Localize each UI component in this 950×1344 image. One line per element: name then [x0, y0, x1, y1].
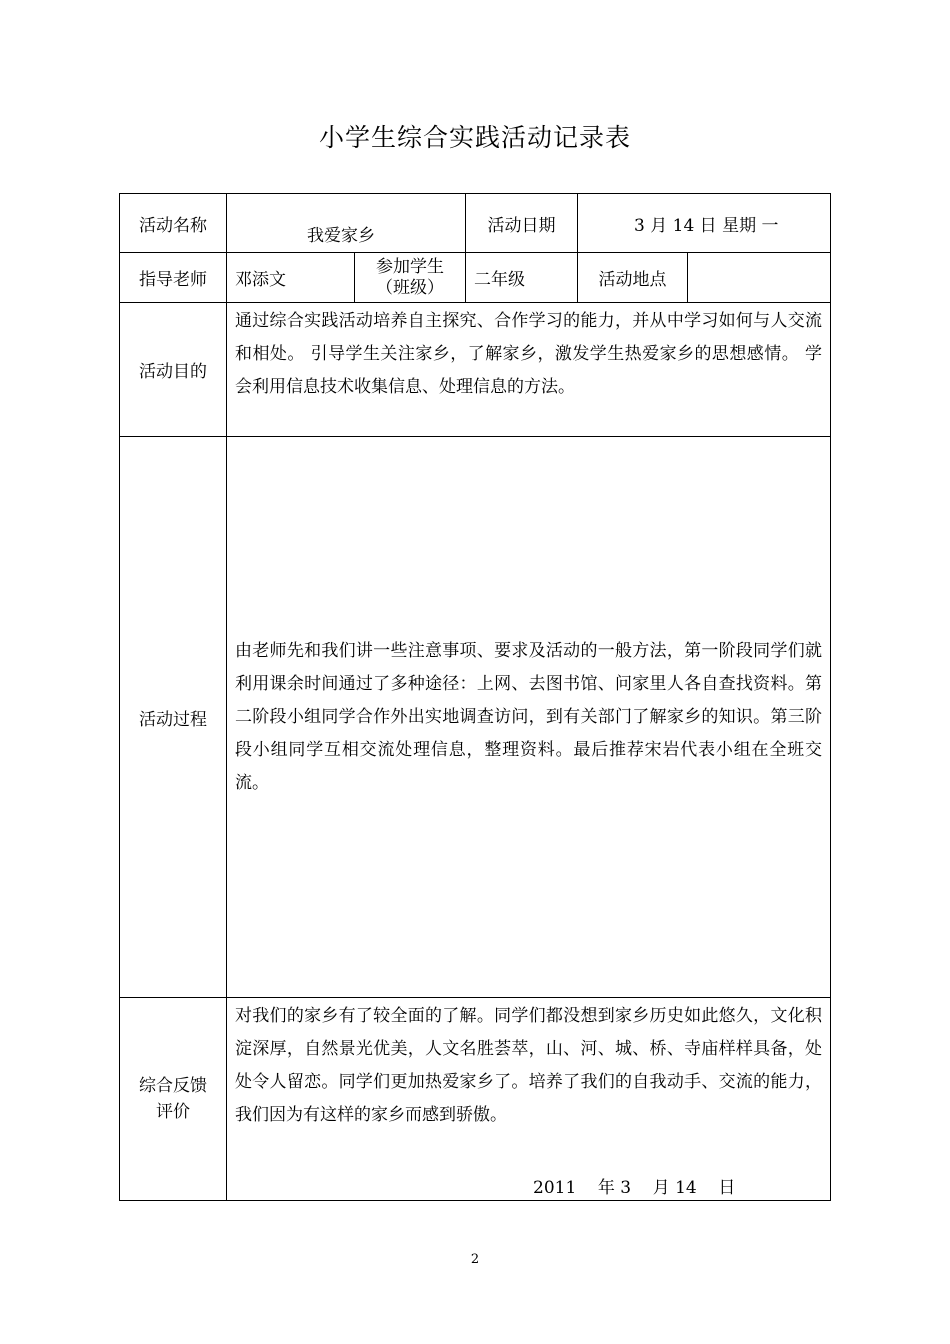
feedback-label [120, 998, 227, 1201]
activity-date-label: 活动日期 [466, 194, 578, 253]
feedback-label-line1: 综合反馈 [139, 1076, 207, 1096]
purpose-value: 通过综合实践活动培养自主探究、合作学习的能力，并从中学习如何与人交流和相处。 引导学生关注家乡，了解家乡，激发学生热爱家乡的思想感情。 学会利用信息技术收集信息、处理信息的方法。 [227, 303, 831, 437]
page-title: 小学生综合实践活动记录表 [318, 123, 631, 152]
teacher-label: 指导老师 [120, 253, 227, 303]
teacher-value: 邓添文 [227, 253, 355, 303]
row-purpose [120, 303, 831, 437]
feedback-label-line2: 评价 [156, 1102, 190, 1122]
process-label: 活动过程 [120, 437, 227, 998]
feedback-value: 对我们的家乡有了较全面的了解。同学们都没想到家乡历史如此悠久，文化积淀深厚，自然景光优美，人文名胜荟萃，山、河、城、桥、寺庙样样具备，处处令人留恋。同学们更加热爱家乡了。培养了我们的自我动手、交流的能力， 我们因为有这样的家乡而感到骄傲。 [235, 1006, 822, 1125]
row-teacher [120, 253, 831, 303]
process-value: 由老师先和我们讲一些注意事项、要求及活动的一般方法，第一阶段同学们就利用课余时间通过了多种途径：上网、去图书馆、问家里人各自查找资料。第二阶段小组同学合作外出实地调查访问，到有关部门了解家乡的知识。第三阶段小组同学互相交流处理信息，整理资料。最后推荐宋岩代表小组在全班交流。 [227, 437, 831, 998]
participants-label-line1: 参加学生 [376, 256, 444, 277]
purpose-label: 活动目的 [120, 303, 227, 437]
feedback-cell [227, 998, 831, 1201]
location-label: 活动地点 [578, 253, 688, 303]
participants-label [355, 253, 466, 303]
activity-date-value: 3 月 14 日 星期 一 [578, 194, 831, 253]
activity-record-table [119, 193, 831, 1201]
feedback-date: 2011 年 3 月 14 日 [533, 1178, 736, 1198]
participants-value: 二年级 [466, 253, 578, 303]
activity-name-label: 活动名称 [120, 194, 227, 253]
row-activity-name [120, 194, 831, 253]
activity-name-value: 我爱家乡 [227, 194, 466, 253]
participants-label-line2: （班级） [376, 277, 444, 298]
row-process [120, 437, 831, 998]
page-number: 2 [470, 1252, 480, 1267]
location-value [688, 253, 831, 303]
row-feedback [120, 998, 831, 1201]
